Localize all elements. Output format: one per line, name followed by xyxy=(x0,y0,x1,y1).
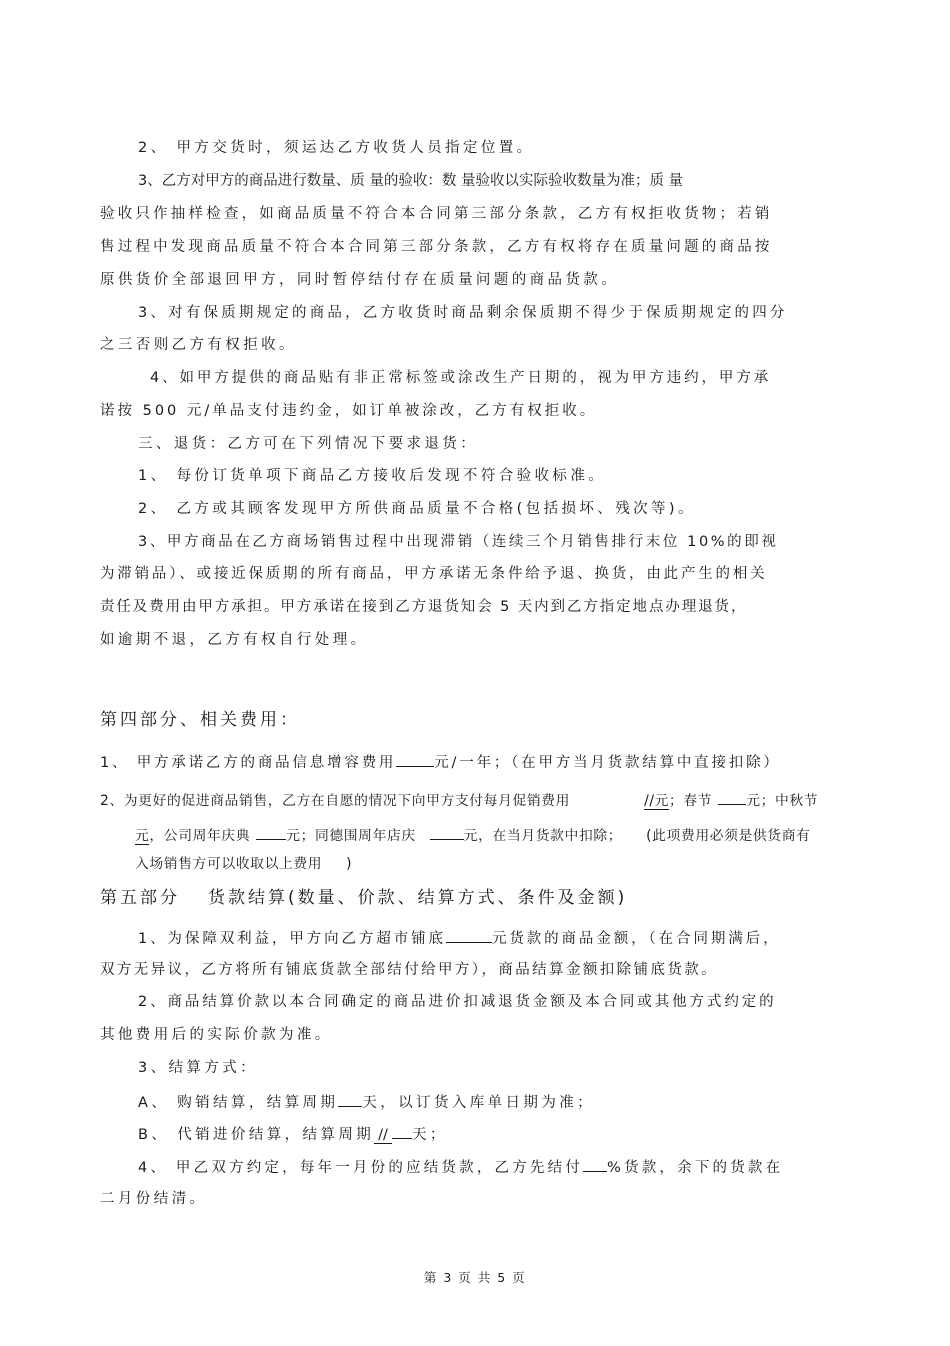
method-b-text: B、 代销进价结算，结算周期 xyxy=(138,1127,375,1143)
part-five-title: 货款结算(数量、价款、结算方式、条件及金额) xyxy=(208,888,628,908)
settlement-2-line-2: 其他费用后的实际价款为准。 xyxy=(100,1027,333,1043)
paragraph-return-3-line-1: 3、甲方商品在乙方商场销售过程中出现滞销（连续三个月销售排行末位 10%的即视 xyxy=(138,534,779,550)
paragraph-return-3-line-2: 为滞销品）、或接近保质期的所有商品，甲方承诺无条件给予退、换货，由此产生的相关 xyxy=(100,566,768,582)
settlement-1-text: 1、为保障双利益，甲方向乙方超市铺底 xyxy=(138,931,446,947)
consignment-days-value: // xyxy=(374,1127,392,1144)
paragraph-return-3-line-3: 责任及费用由甲方承担。甲方承诺在接到乙方退货知会 5 天内到乙方指定地点办理退货， xyxy=(100,599,748,615)
supplier-note: (此项费用必须是供货商有 xyxy=(646,828,811,844)
fee-line-1 xyxy=(100,751,781,773)
blank-anniversary-fee xyxy=(256,824,286,840)
spring-festival-label: ；春节 xyxy=(668,793,713,809)
mid-autumn-unit: 元 xyxy=(135,828,150,844)
fee-info-text: 1、 甲方承诺乙方的商品信息增容费用 xyxy=(100,755,397,771)
blank-store-anniversary-fee xyxy=(430,824,464,840)
blank-spring-fee xyxy=(718,789,746,805)
settlement-4-text-b: %货款，余下的货款在 xyxy=(607,1160,784,1176)
paragraph-inspection-line-1 xyxy=(138,171,856,191)
settlement-2-line-1: 2、商品结算价款以本合同确定的商品进价扣减退货金额及本合同或其他方式约定的 xyxy=(138,994,777,1010)
settlement-method-b xyxy=(138,1123,448,1145)
section-returns-title: 三、退货：乙方可在下列情况下要求退货： xyxy=(138,436,479,452)
settlement-1-line-2: 双方无异议，乙方将所有铺底货款全部结付给甲方），商品结算金额扣除铺底货款。 xyxy=(100,962,719,978)
promo-fee-text: 2、为更好的促进商品销售，乙方在自愿的情况下向甲方支付每月促销费用 xyxy=(100,793,571,809)
anniversary-label: ，公司周年庆典 xyxy=(149,828,251,844)
paragraph-inspection-line-4: 原供货价全部退回甲方，同时暂停结付存在质量问题的商品货款。 xyxy=(100,272,620,288)
blank-info-fee xyxy=(396,751,434,767)
closing-paren: ) xyxy=(346,856,353,872)
paragraph-labels-line-2: 诺按 500 元/单品支付违约金，如订单被涂改，乙方有权拒收。 xyxy=(100,403,598,419)
paragraph-delivery-location: 2、 甲方交货时，须运达乙方收货人员指定位置。 xyxy=(138,140,535,156)
settlement-1-text-b: 元货款的商品金额，（在合同期满后， xyxy=(491,931,781,947)
settlement-4-text: 4、 甲乙双方约定，每年一月份的应结货款，乙方先结付 xyxy=(138,1160,584,1176)
store-anniversary-label: 元；同德围周年店庆 xyxy=(286,828,416,844)
text: 3、乙方对甲方的商品进行数量、质 量的验收：数 量验收以实际验收数量为准；质 量 xyxy=(138,173,684,189)
part-five-label: 第五部分 xyxy=(100,888,180,908)
blank-settlement-days xyxy=(338,1091,362,1107)
paragraph-return-1: 1、 每份订货单项下商品乙方接收后发现不符合验收标准。 xyxy=(138,468,607,484)
heading-part-four: 第四部分、相关费用： xyxy=(100,710,300,730)
settlement-4-line-1 xyxy=(138,1156,783,1178)
method-a-text: A、 购销结算，结算周期 xyxy=(138,1095,339,1111)
deduction-note: 元，在当月货款中扣除； xyxy=(463,828,623,844)
settlement-4-line-2: 二月份结清。 xyxy=(100,1191,208,1207)
heading-part-five xyxy=(100,887,627,909)
paragraph-return-3-line-4: 如逾期不退，乙方有权自行处理。 xyxy=(100,632,369,648)
settlement-method-a xyxy=(138,1091,595,1113)
paragraph-inspection-line-3: 售过程中发现商品质量不符合本合同第三部分条款，乙方有权将存在质量问题的商品按 xyxy=(100,239,773,255)
entry-note: 入场销售方可以收取以上费用 xyxy=(135,856,323,872)
page-footer: 第 3 页 共 5 页 xyxy=(423,1270,527,1285)
blank-base-stock-amount xyxy=(446,927,492,943)
mid-autumn-label: 元；中秋节 xyxy=(746,793,819,809)
paragraph-inspection-line-2: 验收只作抽样检查，如商品质量不符合本合同第三部分条款，乙方有权拒收货物；若销 xyxy=(100,206,773,222)
settlement-1-line-1 xyxy=(138,927,781,949)
promo-fee-value: //元 xyxy=(644,793,669,809)
fee-line-4 xyxy=(135,854,352,874)
fee-info-unit: 元/一年；（在甲方当月货款结算中直接扣除） xyxy=(434,755,781,771)
blank-percent xyxy=(583,1156,607,1172)
paragraph-return-2: 2、 乙方或其顾客发现甲方所供商品质量不合格(包括损坏、残次等)。 xyxy=(138,501,696,517)
paragraph-shelf-life-line-1: 3、对有保质期规定的商品，乙方收货时商品剩余保质期不得少于保质期规定的四分 xyxy=(138,305,788,321)
method-a-text-b: 天，以订货入库单日期为准； xyxy=(362,1095,596,1111)
fee-line-2 xyxy=(100,789,818,811)
settlement-methods-title: 3、结算方式： xyxy=(138,1060,259,1076)
blank-consignment-days xyxy=(392,1123,412,1139)
paragraph-labels-line-1: 4、如甲方提供的商品贴有非正常标签或涂改生产日期的，视为甲方违约，甲方承 xyxy=(150,370,772,386)
paragraph-shelf-life-line-2: 之三否则乙方有权拒收。 xyxy=(100,337,297,353)
fee-line-3 xyxy=(135,824,811,846)
method-b-text-b: 天； xyxy=(411,1127,448,1143)
